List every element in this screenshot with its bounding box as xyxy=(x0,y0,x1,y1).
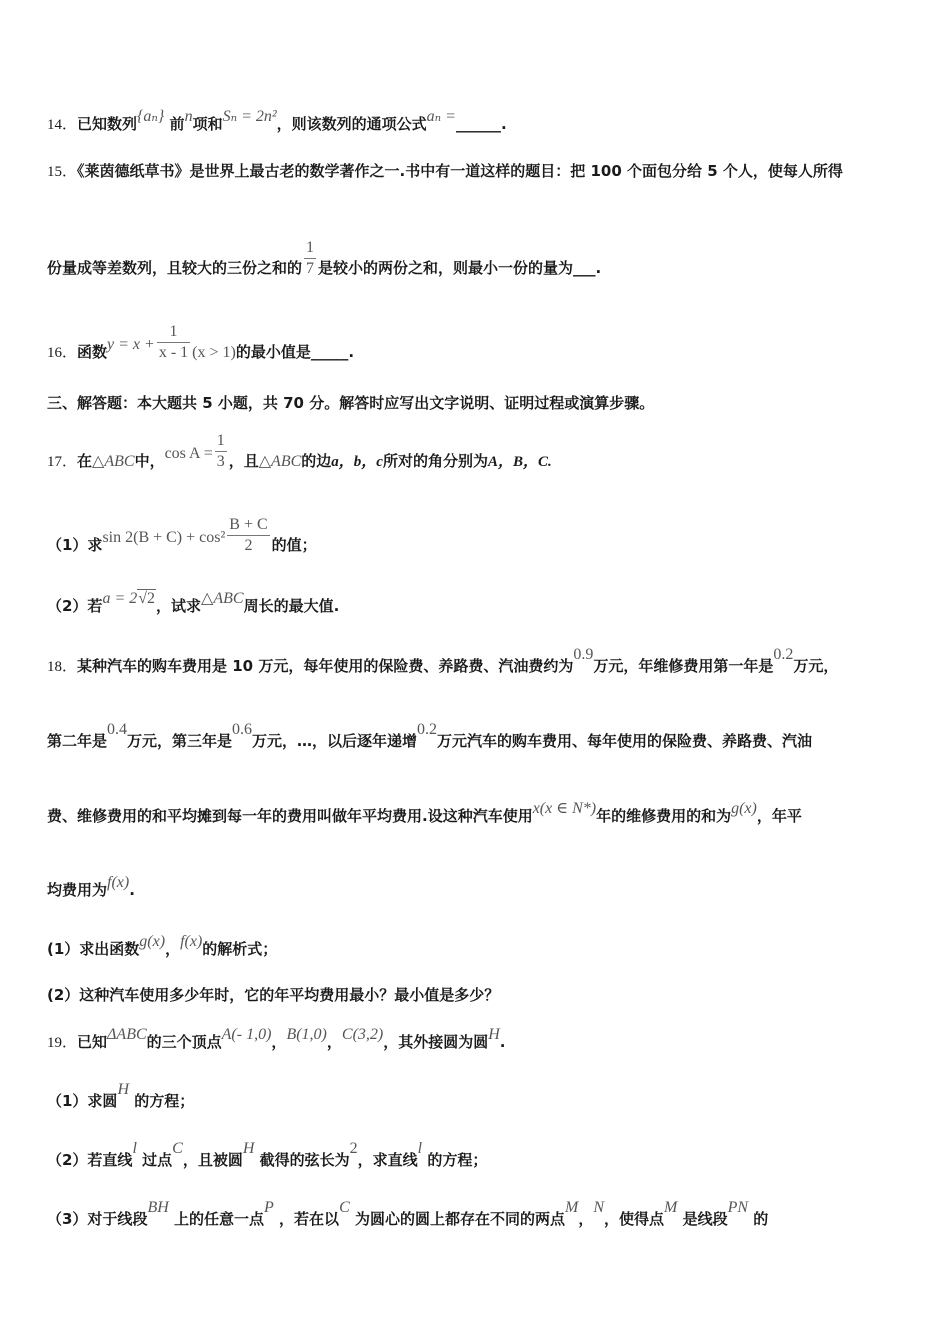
section-heading xyxy=(47,393,910,413)
math-point-a: A(- 1,0) xyxy=(221,1026,272,1043)
text: 的值； xyxy=(271,536,317,554)
math-g: g(x) xyxy=(731,800,757,817)
text: 的 xyxy=(753,1210,769,1228)
text: 已知数列 xyxy=(77,115,138,133)
text-sides: a，b，c xyxy=(331,454,383,470)
text: 中， xyxy=(134,452,165,470)
denominator: 7 xyxy=(306,260,315,277)
denominator: 2 xyxy=(244,537,253,554)
math-n: n xyxy=(184,108,193,125)
text: 已知 xyxy=(77,1033,108,1051)
text: ，其外接圆为圆 xyxy=(383,1033,489,1051)
text: ， xyxy=(578,1210,594,1228)
math-sqrt: √2 xyxy=(138,590,156,607)
math-h: H xyxy=(117,1081,129,1098)
math-point-b: B(1,0) xyxy=(286,1026,327,1043)
question-number: 14． xyxy=(47,117,78,133)
math-sequence: {aₙ} xyxy=(137,108,165,125)
text: . xyxy=(499,1033,506,1051)
math-g: g(x) xyxy=(139,933,166,950)
math-function: y = x + xyxy=(107,336,155,353)
text: 的三个顶点 xyxy=(146,1033,222,1051)
text: 份量成等差数列，且较大的三份之和的 xyxy=(47,259,303,277)
denominator: 3 xyxy=(216,453,225,470)
math-m: M xyxy=(564,1199,579,1216)
math-f: f(x) xyxy=(180,933,203,950)
text: ， xyxy=(165,940,181,958)
text: （2）若 xyxy=(47,597,103,615)
text: ，求直线 xyxy=(357,1151,418,1169)
text: 万元，第三年是 xyxy=(127,732,233,750)
math-cos: cos A = xyxy=(164,445,213,462)
question-18-line-2 xyxy=(47,721,910,752)
text: . xyxy=(129,881,135,899)
math-fraction xyxy=(304,238,316,279)
question-19-part-3 xyxy=(47,1199,910,1230)
text: 万元，年维修费用第一年是 xyxy=(593,657,774,675)
math-m: M xyxy=(664,1199,678,1216)
text: 所对的角分别为 xyxy=(382,452,488,470)
question-number: 19． xyxy=(47,1035,78,1051)
question-19-part-1 xyxy=(47,1081,910,1112)
text: （1）求 xyxy=(47,536,103,554)
question-15-line-2 xyxy=(47,239,910,289)
text: 的方程； xyxy=(427,1151,488,1169)
question-18-line-3 xyxy=(47,800,910,827)
text: 万元， xyxy=(793,657,839,675)
text: （3）对于线段 xyxy=(47,1210,148,1228)
text: 的方程； xyxy=(134,1092,195,1110)
math-triangle: △ABC xyxy=(201,590,244,607)
math-h: H xyxy=(488,1026,500,1043)
text: 截得的弦长为 xyxy=(259,1151,350,1169)
text: 前 xyxy=(169,115,185,133)
question-number: 16． xyxy=(47,345,78,361)
question-18-part-1 xyxy=(47,933,910,960)
math-value: 2 xyxy=(349,1140,358,1157)
text: 的最小值是_____. xyxy=(235,343,355,361)
text: ，若在以 xyxy=(279,1210,340,1228)
math-value: 0.4 xyxy=(107,721,128,738)
math-value: 0.2 xyxy=(773,646,794,663)
text: 费、维修费用的和平均摊到每一年的费用叫做年平均费用.设这种汽车使用 xyxy=(47,807,533,825)
question-number: 15． xyxy=(47,164,78,180)
text: ，则该数列的通项公式 xyxy=(276,115,427,133)
math-value: 0.9 xyxy=(573,646,594,663)
math-triangle: △ABC xyxy=(92,453,135,470)
text: 在 xyxy=(77,452,93,470)
text: ，年平 xyxy=(756,807,802,825)
math-fraction xyxy=(157,322,190,363)
math-an: aₙ = xyxy=(426,108,456,125)
math-expression: sin 2(B + C) + cos² xyxy=(102,529,226,546)
question-18 xyxy=(47,646,910,677)
text: 某种汽车的购车费用是 10 万元，每年使用的保险费、养路费、汽油费约为 xyxy=(77,657,574,675)
text: (1）求出函数 xyxy=(47,940,140,958)
text: 的解析式； xyxy=(202,940,278,958)
text: 第二年是 xyxy=(47,732,108,750)
text: 均费用为 xyxy=(47,881,108,899)
text: （1）求圆 xyxy=(47,1092,118,1110)
math-c: C xyxy=(339,1199,350,1216)
math-condition: (x > 1) xyxy=(192,344,236,361)
math-value: 0.6 xyxy=(232,721,253,738)
math-l: l xyxy=(132,1140,137,1157)
math-l: l xyxy=(417,1140,423,1157)
numerator: 1 xyxy=(304,238,316,259)
math-value: 0.2 xyxy=(417,721,438,738)
text: 万元汽车的购车费用、每年使用的保险费、养路费、汽油 xyxy=(437,732,813,750)
text: 过点 xyxy=(142,1151,173,1169)
text: 项和 xyxy=(192,115,223,133)
math-x: x(x ∈ N*) xyxy=(532,800,597,817)
sqrt-radicand: 2 xyxy=(147,590,156,607)
question-17-part-1 xyxy=(47,516,910,566)
text: 周长的最大值. xyxy=(243,597,340,615)
text: (2）这种汽车使用多少年时，它的年平均费用最小？最小值是多少？ xyxy=(47,986,500,1004)
question-18-line-4 xyxy=(47,874,910,901)
question-17 xyxy=(47,432,910,482)
math-c: C xyxy=(172,1140,183,1157)
question-16 xyxy=(47,323,910,373)
text: ，且 xyxy=(228,452,259,470)
text: 年的维修费用的和为 xyxy=(596,807,732,825)
math-h: H xyxy=(242,1140,255,1157)
question-15 xyxy=(47,161,910,182)
math-fraction xyxy=(215,431,227,472)
text: 三、解答题：本大题共 5 小题，共 70 分。解答时应写出文字说明、证明过程或演算步骤。 xyxy=(47,394,655,412)
math-bh: BH xyxy=(147,1199,169,1216)
text: 是较小的两份之和，则最小一份的量为___. xyxy=(318,259,602,277)
question-18-part-2 xyxy=(47,985,910,1005)
question-17-part-2 xyxy=(47,590,910,617)
text: 上的任意一点 xyxy=(174,1210,265,1228)
numerator: B + C xyxy=(227,515,269,536)
text: 为圆心的圆上都存在不同的两点 xyxy=(354,1210,565,1228)
math-f: f(x) xyxy=(107,874,130,891)
text: ，试求 xyxy=(156,597,202,615)
question-19-part-2 xyxy=(47,1140,910,1171)
text: 函数 xyxy=(77,343,108,361)
math-a: a = 2 xyxy=(102,590,138,607)
text: ，使得点 xyxy=(604,1210,665,1228)
question-14 xyxy=(47,108,910,135)
text: ， xyxy=(326,1033,342,1051)
text: 万元，…，以后逐年递增 xyxy=(252,732,418,750)
text: 是线段 xyxy=(682,1210,728,1228)
text: 《莱茵德纸草书》是世界上最古老的数学著作之一.书中有一道这样的题目：把 100 个面包分给 5 个人，使每人所得 xyxy=(77,162,843,180)
math-triangle: ΔABC xyxy=(107,1026,147,1043)
numerator: 1 xyxy=(215,431,227,452)
answer-blank: ______. xyxy=(455,115,507,133)
text-angles: A，B，C. xyxy=(487,454,552,470)
math-pn: PN xyxy=(727,1199,749,1216)
math-p: P xyxy=(264,1199,274,1216)
math-n: N xyxy=(593,1199,604,1216)
math-triangle: △ABC xyxy=(258,453,302,470)
text: 的边 xyxy=(301,452,332,470)
math-sum: Sₙ = 2n² xyxy=(222,108,277,125)
question-19 xyxy=(47,1026,910,1053)
math-fraction xyxy=(227,515,269,556)
math-point-c: C(3,2) xyxy=(341,1026,384,1043)
numerator: 1 xyxy=(157,322,190,343)
text: ，且被圆 xyxy=(182,1151,243,1169)
text: （2）若直线 xyxy=(47,1151,133,1169)
question-number: 17． xyxy=(47,454,78,470)
denominator: x - 1 xyxy=(158,344,189,361)
text: ， xyxy=(271,1033,287,1051)
question-number: 18． xyxy=(47,659,78,675)
